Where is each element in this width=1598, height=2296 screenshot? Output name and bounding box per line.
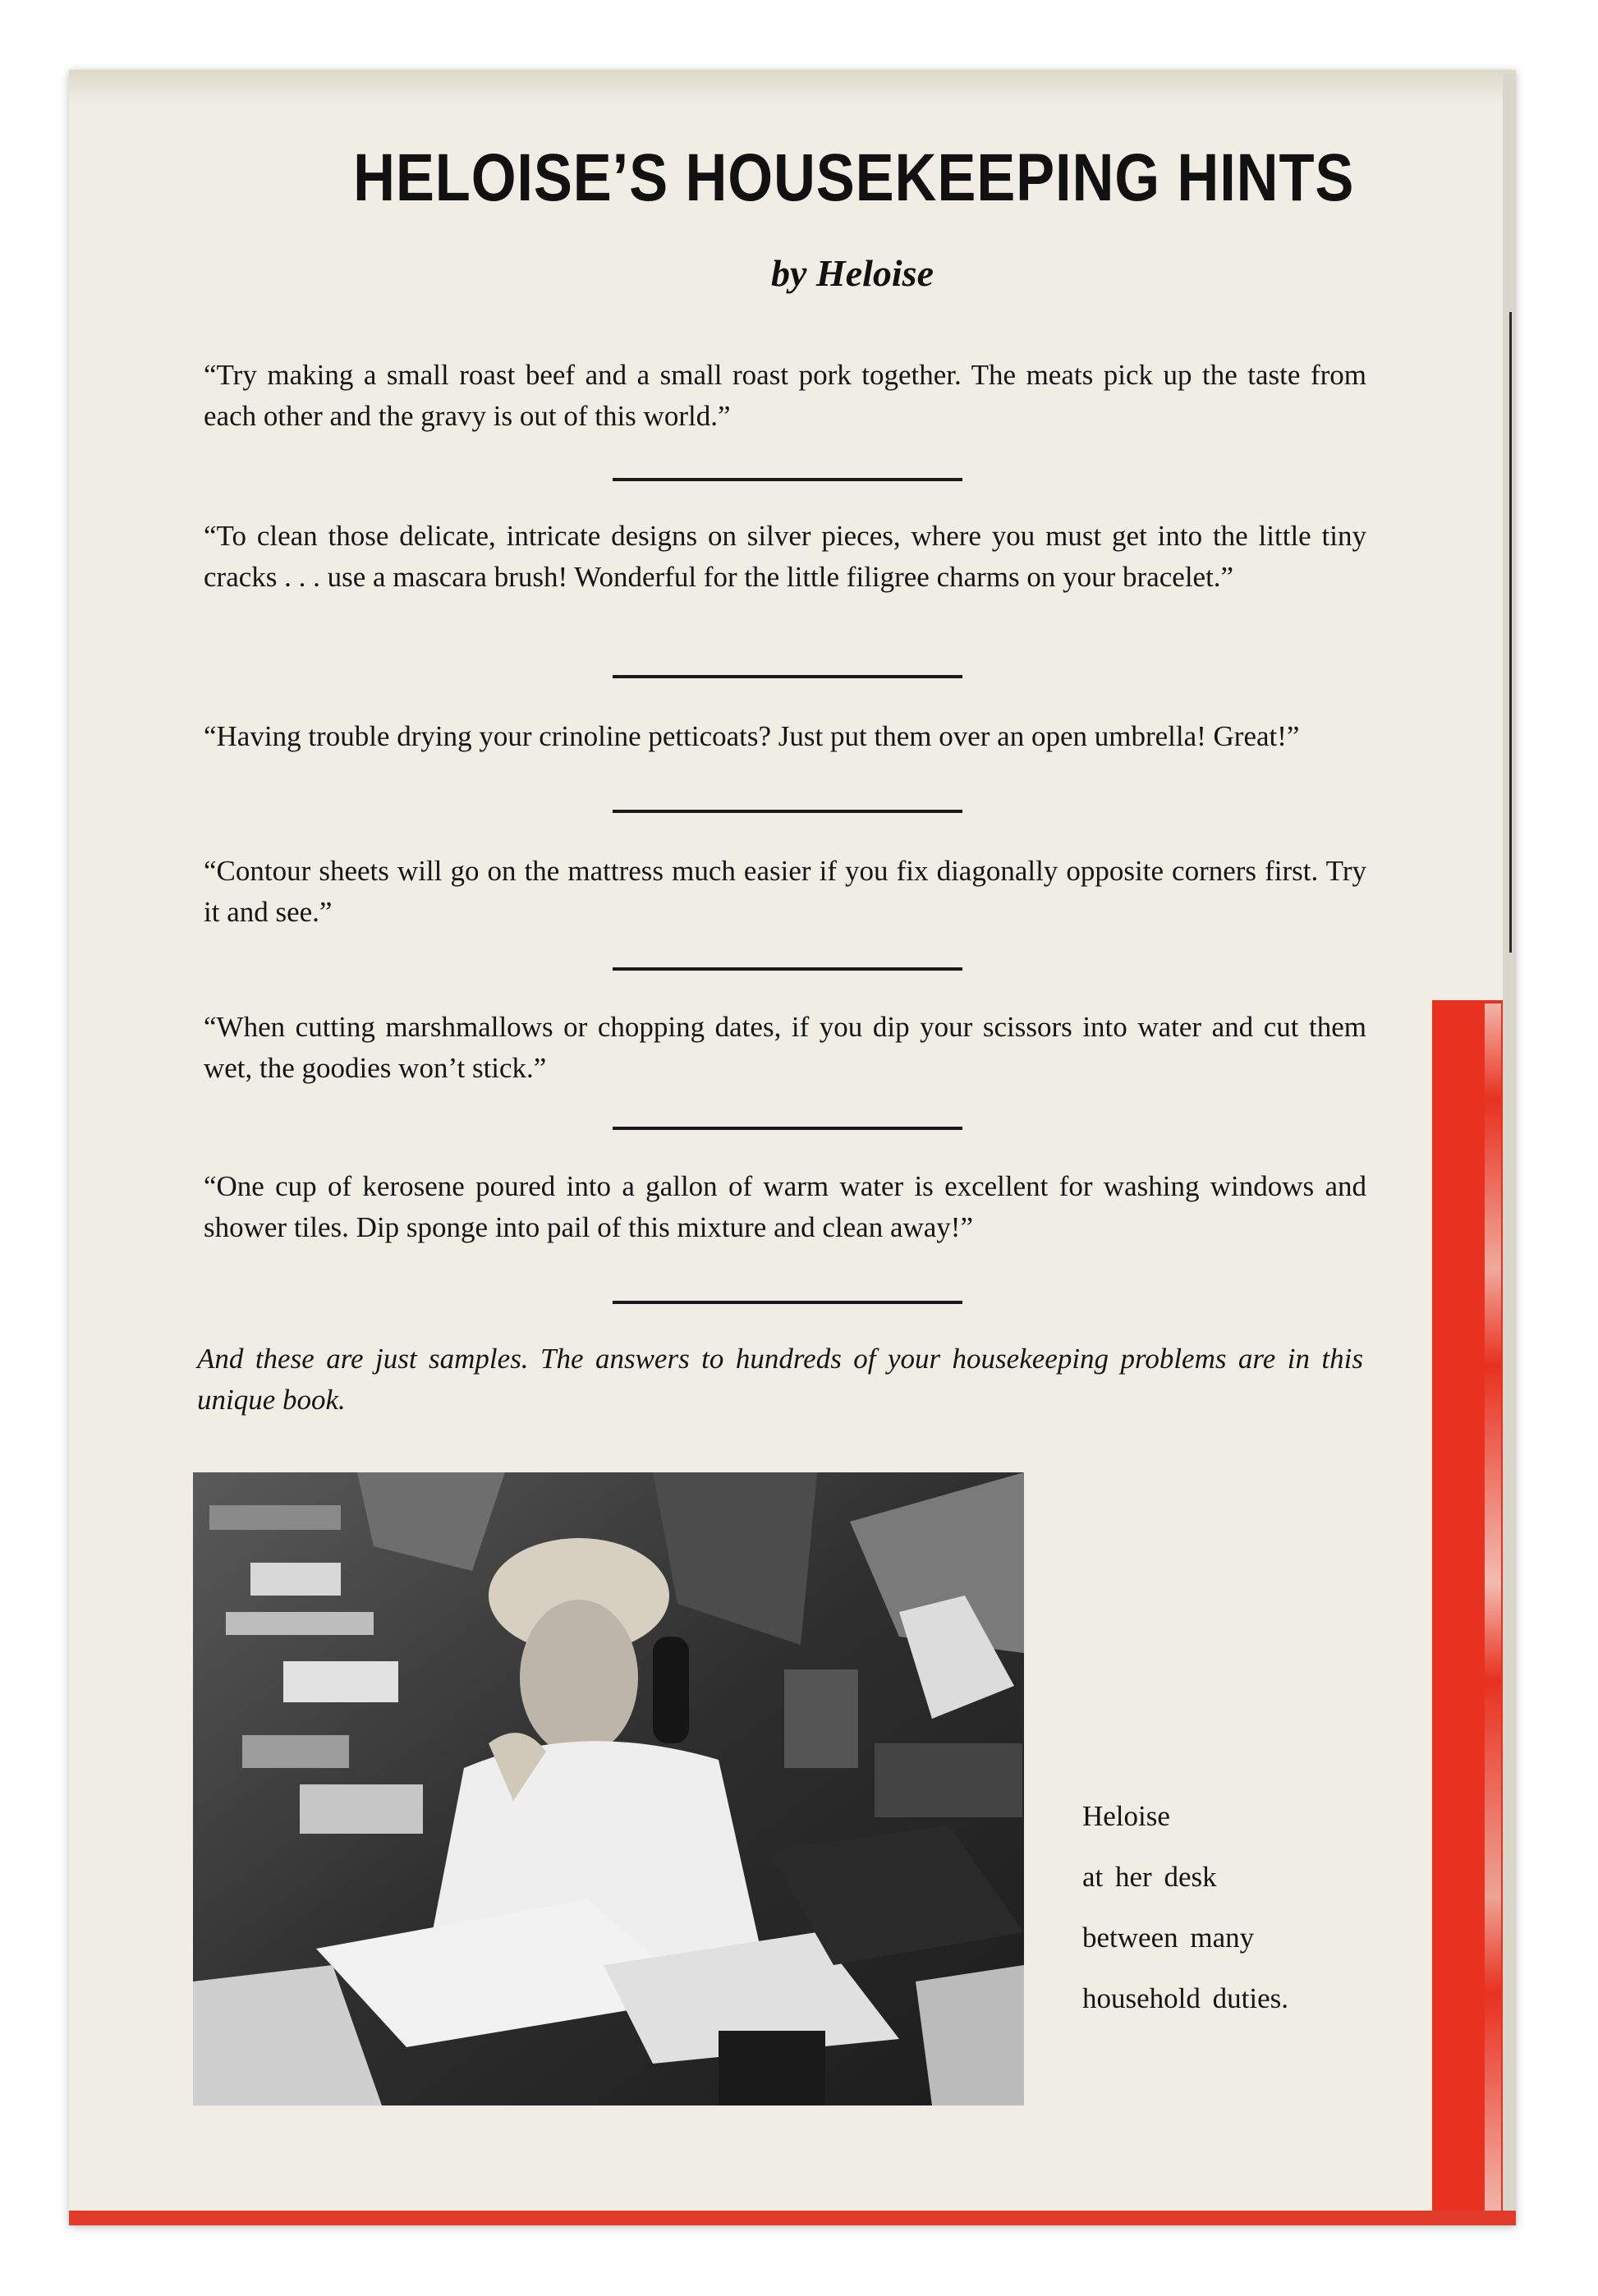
author-photo — [193, 1472, 1024, 2105]
cover-bottom-edge — [69, 2211, 1516, 2225]
hint-quote: “Having trouble drying your crinoline petticoats? Just put them over an open umbrella! Great!” — [204, 720, 1300, 752]
author-photo-illustration — [193, 1472, 1024, 2105]
book-byline: by Heloise — [771, 252, 934, 294]
divider-rule — [613, 1127, 962, 1130]
caption-line: household duties. — [1082, 1982, 1288, 2014]
hint-quote: “To clean those delicate, intricate designs on silver pieces, where you must get into the little tiny cracks . . . use a mascara brush! Wonderful for the little filigree charms on your bracelet.” — [204, 520, 1366, 593]
divider-rule — [613, 810, 962, 813]
hint-quote: “One cup of kerosene poured into a gallon of warm water is excellent for washing windows and shower tiles. Dip sponge into pail of this mixture and clean away!” — [204, 1170, 1366, 1243]
book-title: HELOISE’S HOUSEKEEPING HINTS — [353, 140, 1355, 215]
closing-note: And these are just samples. The answers to hundreds of your housekeeping problems are in this unique book. — [197, 1343, 1363, 1416]
caption-line: between many — [1082, 1922, 1255, 1954]
hint-quote: “When cutting marshmallows or chopping dates, if you dip your scissors into water and cut them wet, the goodies won’t stick.” — [204, 1011, 1366, 1084]
caption-line: at her desk — [1082, 1861, 1217, 1893]
divider-rule — [613, 675, 962, 678]
spine-fold-line — [1509, 312, 1512, 953]
divider-rule — [613, 478, 962, 481]
hint-quote: “Contour sheets will go on the mattress much easier if you fix diagonally opposite corners first. Try it and see.” — [204, 855, 1366, 928]
caption-line: Heloise — [1082, 1800, 1170, 1832]
hint-quote: “Try making a small roast beef and a small roast pork together. The meats pick up the taste from each other and the gravy is out of this world.” — [204, 359, 1366, 432]
red-strip-wear — [1485, 1003, 1501, 2211]
divider-rule — [613, 1301, 962, 1304]
photo-caption — [1082, 1800, 1427, 2043]
divider-rule — [613, 967, 962, 971]
cover-top-wear — [69, 70, 1516, 103]
